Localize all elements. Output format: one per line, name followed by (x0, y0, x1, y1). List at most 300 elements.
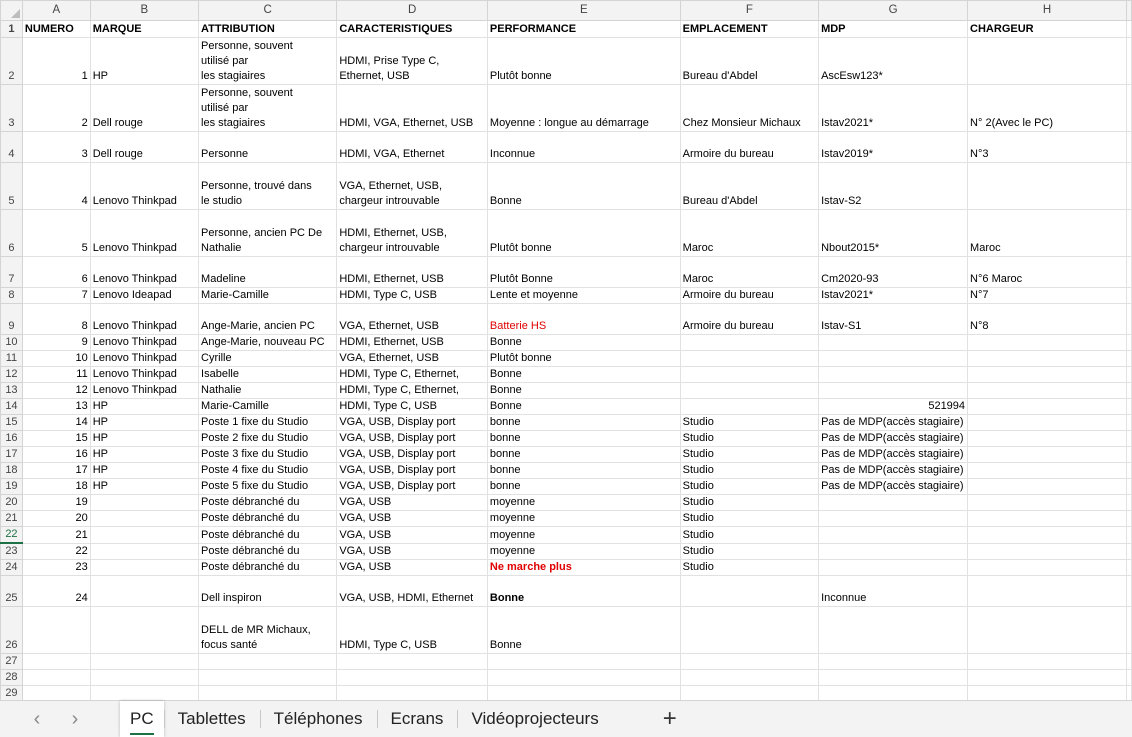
cell-emplacement[interactable]: Chez Monsieur Michaux (680, 85, 818, 132)
cell-caracteristiques[interactable]: VGA, USB (337, 495, 488, 511)
cell-attribution[interactable]: Isabelle (199, 367, 337, 383)
cell-attribution[interactable]: Ange-Marie, nouveau PC (199, 335, 337, 351)
cell-extra[interactable] (1127, 210, 1132, 257)
cell-emplacement[interactable] (680, 670, 818, 686)
cell-extra[interactable] (1127, 399, 1132, 415)
cell-emplacement[interactable]: Studio (680, 527, 818, 544)
cell-performance[interactable]: Bonne (487, 399, 680, 415)
cell-marque[interactable]: HP (90, 479, 198, 495)
cell-marque[interactable] (90, 576, 198, 607)
cell-numero[interactable]: 3 (22, 132, 90, 163)
row-number[interactable]: 17 (1, 447, 23, 463)
cell-caracteristiques[interactable] (337, 686, 488, 701)
cell-attribution[interactable]: Poste débranché du (199, 543, 337, 560)
cell-numero[interactable]: 13 (22, 399, 90, 415)
cell-chargeur[interactable] (968, 654, 1127, 670)
cell-marque[interactable]: HP (90, 447, 198, 463)
cell-chargeur[interactable]: N° 2(Avec le PC) (968, 85, 1127, 132)
cell-extra[interactable] (1127, 576, 1132, 607)
cell-attribution[interactable]: Dell inspiron (199, 576, 337, 607)
cell-emplacement[interactable]: Bureau d'Abdel (680, 38, 818, 85)
cell-attribution[interactable]: Marie-Camille (199, 399, 337, 415)
header-cell-numero[interactable]: NUMERO (22, 21, 90, 38)
cell-mdp[interactable] (819, 351, 968, 367)
select-all-corner[interactable] (1, 1, 23, 21)
cell-attribution[interactable]: Marie-Camille (199, 288, 337, 304)
cell-extra[interactable] (1127, 335, 1132, 351)
cell-mdp[interactable]: Pas de MDP(accès stagiaire) (819, 431, 968, 447)
row-number[interactable]: 7 (1, 257, 23, 288)
cell-extra[interactable] (1127, 670, 1132, 686)
cell-marque[interactable]: Lenovo Thinkpad (90, 304, 198, 335)
cell-attribution[interactable]: Poste débranché du (199, 560, 337, 576)
cell-emplacement[interactable]: Maroc (680, 210, 818, 257)
cell-mdp[interactable]: Inconnue (819, 576, 968, 607)
cell-chargeur[interactable] (968, 431, 1127, 447)
cell-chargeur[interactable] (968, 415, 1127, 431)
cell-emplacement[interactable] (680, 351, 818, 367)
cell-performance[interactable]: bonne (487, 463, 680, 479)
cell-chargeur[interactable] (968, 576, 1127, 607)
cell-caracteristiques[interactable] (337, 654, 488, 670)
cell-marque[interactable]: Lenovo Thinkpad (90, 257, 198, 288)
column-header-e[interactable]: E (487, 1, 680, 21)
cell-numero[interactable] (22, 654, 90, 670)
cell-numero[interactable]: 11 (22, 367, 90, 383)
cell-numero[interactable]: 15 (22, 431, 90, 447)
cell-chargeur[interactable]: Maroc (968, 210, 1127, 257)
cell-chargeur[interactable] (968, 479, 1127, 495)
row-number[interactable]: 13 (1, 383, 23, 399)
row-number[interactable]: 5 (1, 163, 23, 210)
cell-caracteristiques[interactable]: HDMI, Type C, USB (337, 288, 488, 304)
cell-numero[interactable]: 1 (22, 38, 90, 85)
cell-emplacement[interactable]: Armoire du bureau (680, 304, 818, 335)
cell-emplacement[interactable]: Studio (680, 431, 818, 447)
cell-marque[interactable] (90, 607, 198, 654)
cell-mdp[interactable]: Cm2020-93 (819, 257, 968, 288)
cell-performance[interactable] (487, 686, 680, 701)
row-number[interactable]: 16 (1, 431, 23, 447)
cell-performance[interactable]: Plutôt bonne (487, 38, 680, 85)
row-number[interactable]: 4 (1, 132, 23, 163)
cell-emplacement[interactable]: Armoire du bureau (680, 132, 818, 163)
cell-numero[interactable]: 14 (22, 415, 90, 431)
cell-emplacement[interactable]: Studio (680, 560, 818, 576)
cell-attribution[interactable]: Poste débranché du (199, 527, 337, 544)
header-cell-performance[interactable]: PERFORMANCE (487, 21, 680, 38)
cell-numero[interactable]: 20 (22, 511, 90, 527)
cell-performance[interactable]: Moyenne : longue au démarrage (487, 85, 680, 132)
cell-attribution[interactable]: Nathalie (199, 383, 337, 399)
cell-extra[interactable] (1127, 560, 1132, 576)
cell-performance[interactable]: Lente et moyenne (487, 288, 680, 304)
row-number[interactable]: 8 (1, 288, 23, 304)
cell-mdp[interactable]: Nbout2015* (819, 210, 968, 257)
cell-extra[interactable] (1127, 686, 1132, 701)
cell-mdp[interactable] (819, 543, 968, 560)
cell-emplacement[interactable] (680, 654, 818, 670)
cell-mdp[interactable] (819, 495, 968, 511)
cell-mdp[interactable]: Pas de MDP(accès stagiaire) (819, 415, 968, 431)
cell-marque[interactable]: HP (90, 415, 198, 431)
cell-caracteristiques[interactable]: HDMI, VGA, Ethernet, USB (337, 85, 488, 132)
row-number[interactable]: 6 (1, 210, 23, 257)
cell-attribution[interactable] (199, 670, 337, 686)
cell-extra[interactable] (1127, 38, 1132, 85)
cell-extra[interactable] (1127, 288, 1132, 304)
cell-attribution[interactable]: DELL de MR Michaux, focus santé (199, 607, 337, 654)
cell-marque[interactable]: HP (90, 463, 198, 479)
column-header-d[interactable]: D (337, 1, 488, 21)
cell-caracteristiques[interactable]: VGA, USB, Display port (337, 415, 488, 431)
cell-emplacement[interactable]: Armoire du bureau (680, 288, 818, 304)
cell-performance[interactable]: Bonne (487, 383, 680, 399)
add-sheet-icon[interactable]: + (662, 705, 677, 732)
cell-marque[interactable] (90, 654, 198, 670)
row-number[interactable]: 1 (1, 21, 23, 38)
cell-extra[interactable] (1127, 511, 1132, 527)
cell-numero[interactable]: 4 (22, 163, 90, 210)
row-number[interactable]: 18 (1, 463, 23, 479)
cell-caracteristiques[interactable]: VGA, USB, Display port (337, 479, 488, 495)
cell-emplacement[interactable]: Bureau d'Abdel (680, 163, 818, 210)
cell-caracteristiques[interactable]: HDMI, Type C, Ethernet, (337, 383, 488, 399)
cell-marque[interactable]: HP (90, 431, 198, 447)
cell-caracteristiques[interactable]: VGA, USB, Display port (337, 431, 488, 447)
cell-mdp[interactable]: Pas de MDP(accès stagiaire) (819, 447, 968, 463)
cell-caracteristiques[interactable] (337, 670, 488, 686)
cell-mdp[interactable] (819, 607, 968, 654)
cell-numero[interactable]: 7 (22, 288, 90, 304)
cell-chargeur[interactable] (968, 38, 1127, 85)
cell-marque[interactable]: Lenovo Thinkpad (90, 335, 198, 351)
cell-attribution[interactable]: Poste 3 fixe du Studio (199, 447, 337, 463)
cell-attribution[interactable]: Personne, trouvé dans le studio (199, 163, 337, 210)
cell-mdp[interactable]: Pas de MDP(accès stagiaire) (819, 479, 968, 495)
cell-marque[interactable] (90, 560, 198, 576)
cell-emplacement[interactable] (680, 399, 818, 415)
cell-marque[interactable]: Dell rouge (90, 132, 198, 163)
cell-emplacement[interactable]: Studio (680, 463, 818, 479)
row-number[interactable]: 19 (1, 479, 23, 495)
cell-performance[interactable]: moyenne (487, 495, 680, 511)
cell-emplacement[interactable] (680, 576, 818, 607)
row-number[interactable]: 22 (1, 527, 23, 544)
cell-performance[interactable]: Batterie HS (487, 304, 680, 335)
cell-performance[interactable]: bonne (487, 431, 680, 447)
column-header-c[interactable]: C (199, 1, 337, 21)
row-number[interactable]: 3 (1, 85, 23, 132)
sheet-tab-videoprojecteurs[interactable] (457, 701, 612, 737)
cell-marque[interactable] (90, 495, 198, 511)
cell-numero[interactable] (22, 670, 90, 686)
row-number[interactable]: 26 (1, 607, 23, 654)
cell-chargeur[interactable] (968, 463, 1127, 479)
cell-caracteristiques[interactable]: VGA, USB, Display port (337, 463, 488, 479)
cell-emplacement[interactable]: Studio (680, 495, 818, 511)
cell-marque[interactable]: Lenovo Ideapad (90, 288, 198, 304)
cell-caracteristiques[interactable]: HDMI, Prise Type C, Ethernet, USB (337, 38, 488, 85)
cell-mdp[interactable] (819, 670, 968, 686)
cell-performance[interactable]: Plutôt bonne (487, 210, 680, 257)
cell-numero[interactable]: 23 (22, 560, 90, 576)
cell-performance[interactable]: moyenne (487, 511, 680, 527)
cell-marque[interactable]: Dell rouge (90, 85, 198, 132)
cell-mdp[interactable] (819, 511, 968, 527)
cell-chargeur[interactable] (968, 447, 1127, 463)
column-header-extra[interactable] (1127, 1, 1132, 21)
cell-caracteristiques[interactable]: HDMI, Ethernet, USB (337, 257, 488, 288)
cell-performance[interactable]: Bonne (487, 335, 680, 351)
chevron-right-icon[interactable]: › (71, 707, 79, 730)
cell-emplacement[interactable] (680, 607, 818, 654)
cell-numero[interactable]: 19 (22, 495, 90, 511)
cell-extra[interactable] (1127, 257, 1132, 288)
column-header-f[interactable]: F (680, 1, 818, 21)
column-header-h[interactable]: H (968, 1, 1127, 21)
cell-numero[interactable] (22, 686, 90, 701)
cell-mdp[interactable]: Istav-S1 (819, 304, 968, 335)
cell-numero[interactable]: 16 (22, 447, 90, 463)
cell-mdp[interactable] (819, 335, 968, 351)
sheet-tab-pc[interactable] (120, 701, 164, 737)
cell-emplacement[interactable]: Studio (680, 543, 818, 560)
cell-extra[interactable] (1127, 431, 1132, 447)
cell-numero[interactable]: 5 (22, 210, 90, 257)
column-header-b[interactable]: B (90, 1, 198, 21)
cell-performance[interactable]: Inconnue (487, 132, 680, 163)
cell-mdp[interactable] (819, 527, 968, 544)
cell-mdp[interactable] (819, 686, 968, 701)
sheet-tab-tablettes[interactable] (164, 701, 260, 737)
cell-performance[interactable]: bonne (487, 415, 680, 431)
cell-emplacement[interactable]: Studio (680, 479, 818, 495)
cell-attribution[interactable] (199, 686, 337, 701)
header-cell-attribution[interactable]: ATTRIBUTION (199, 21, 337, 38)
cell-caracteristiques[interactable]: HDMI, Ethernet, USB, chargeur introuvable (337, 210, 488, 257)
cell-marque[interactable]: Lenovo Thinkpad (90, 367, 198, 383)
cell-marque[interactable] (90, 511, 198, 527)
cell-chargeur[interactable] (968, 686, 1127, 701)
cell-performance[interactable]: Bonne (487, 576, 680, 607)
row-number[interactable]: 28 (1, 670, 23, 686)
cell-attribution[interactable]: Poste débranché du (199, 495, 337, 511)
row-number[interactable]: 20 (1, 495, 23, 511)
cell-caracteristiques[interactable]: HDMI, Ethernet, USB (337, 335, 488, 351)
cell-mdp[interactable] (819, 560, 968, 576)
cell-performance[interactable]: bonne (487, 447, 680, 463)
cell-caracteristiques[interactable]: VGA, USB (337, 543, 488, 560)
cell-caracteristiques[interactable]: VGA, Ethernet, USB (337, 304, 488, 335)
row-number[interactable]: 23 (1, 543, 23, 560)
cell-extra[interactable] (1127, 495, 1132, 511)
cell-emplacement[interactable] (680, 335, 818, 351)
cell-marque[interactable]: Lenovo Thinkpad (90, 383, 198, 399)
cell-extra[interactable] (1127, 654, 1132, 670)
cell-chargeur[interactable]: N°8 (968, 304, 1127, 335)
cell-chargeur[interactable] (968, 399, 1127, 415)
cell-extra[interactable] (1127, 463, 1132, 479)
cell-marque[interactable] (90, 543, 198, 560)
cell-attribution[interactable]: Cyrille (199, 351, 337, 367)
cell-extra[interactable] (1127, 85, 1132, 132)
row-number[interactable]: 21 (1, 511, 23, 527)
cell-attribution[interactable]: Personne (199, 132, 337, 163)
cell-performance[interactable] (487, 654, 680, 670)
cell-caracteristiques[interactable]: HDMI, Type C, USB (337, 607, 488, 654)
cell-emplacement[interactable] (680, 686, 818, 701)
cell-extra[interactable] (1127, 527, 1132, 544)
row-number[interactable]: 27 (1, 654, 23, 670)
cell-numero[interactable]: 21 (22, 527, 90, 544)
cell-emplacement[interactable] (680, 383, 818, 399)
cell-extra[interactable] (1127, 132, 1132, 163)
cell-attribution[interactable]: Personne, souvent utilisé par les stagiaires (199, 85, 337, 132)
header-cell-marque[interactable]: MARQUE (90, 21, 198, 38)
header-cell-mdp[interactable]: MDP (819, 21, 968, 38)
column-header-g[interactable]: G (819, 1, 968, 21)
cell-chargeur[interactable] (968, 560, 1127, 576)
cell-marque[interactable]: Lenovo Thinkpad (90, 210, 198, 257)
cell-chargeur[interactable] (968, 670, 1127, 686)
cell-attribution[interactable]: Poste 5 fixe du Studio (199, 479, 337, 495)
cell-numero[interactable]: 12 (22, 383, 90, 399)
cell-marque[interactable]: Lenovo Thinkpad (90, 163, 198, 210)
header-cell-emplacement[interactable]: EMPLACEMENT (680, 21, 818, 38)
cell-marque[interactable]: HP (90, 399, 198, 415)
cell-performance[interactable] (487, 670, 680, 686)
cell-performance[interactable]: Bonne (487, 607, 680, 654)
cell-chargeur[interactable] (968, 383, 1127, 399)
column-header-a[interactable]: A (22, 1, 90, 21)
cell-caracteristiques[interactable]: VGA, USB, Display port (337, 447, 488, 463)
cell-caracteristiques[interactable]: VGA, USB (337, 511, 488, 527)
chevron-left-icon[interactable]: ‹ (33, 707, 41, 730)
header-cell-chargeur[interactable]: CHARGEUR (968, 21, 1127, 38)
cell-marque[interactable] (90, 527, 198, 544)
cell-chargeur[interactable] (968, 367, 1127, 383)
cell-numero[interactable]: 6 (22, 257, 90, 288)
cell-attribution[interactable]: Personne, souvent utilisé par les stagiaires (199, 38, 337, 85)
cell-marque[interactable]: HP (90, 38, 198, 85)
row-number[interactable]: 29 (1, 686, 23, 701)
cell-emplacement[interactable] (680, 367, 818, 383)
cell-extra[interactable] (1127, 415, 1132, 431)
cell-marque[interactable]: Lenovo Thinkpad (90, 351, 198, 367)
cell-extra[interactable] (1127, 447, 1132, 463)
header-cell-caracteristiques[interactable]: CARACTERISTIQUES (337, 21, 488, 38)
cell-numero[interactable]: 22 (22, 543, 90, 560)
row-number[interactable]: 15 (1, 415, 23, 431)
row-number[interactable]: 9 (1, 304, 23, 335)
cell-extra[interactable] (1127, 163, 1132, 210)
cell-caracteristiques[interactable]: VGA, Ethernet, USB, chargeur introuvable (337, 163, 488, 210)
cell-chargeur[interactable] (968, 607, 1127, 654)
cell-numero[interactable]: 9 (22, 335, 90, 351)
cell-performance[interactable]: Bonne (487, 163, 680, 210)
cell-chargeur[interactable] (968, 527, 1127, 544)
cell-emplacement[interactable]: Studio (680, 447, 818, 463)
cell-numero[interactable]: 8 (22, 304, 90, 335)
cell-performance[interactable]: bonne (487, 479, 680, 495)
cell-chargeur[interactable] (968, 511, 1127, 527)
cell-mdp[interactable]: AscEsw123* (819, 38, 968, 85)
cell-chargeur[interactable]: N°6 Maroc (968, 257, 1127, 288)
cell-extra[interactable] (1127, 304, 1132, 335)
cell-chargeur[interactable] (968, 163, 1127, 210)
cell-extra[interactable] (1127, 367, 1132, 383)
cell-chargeur[interactable] (968, 495, 1127, 511)
sheet-tab-telephones[interactable] (260, 701, 377, 737)
cell-caracteristiques[interactable]: HDMI, Type C, USB (337, 399, 488, 415)
cell-mdp[interactable] (819, 367, 968, 383)
cell-attribution[interactable]: Poste 4 fixe du Studio (199, 463, 337, 479)
cell-performance[interactable]: moyenne (487, 543, 680, 560)
cell-performance[interactable]: moyenne (487, 527, 680, 544)
cell-extra[interactable] (1127, 351, 1132, 367)
cell-mdp[interactable]: Istav2019* (819, 132, 968, 163)
cell-marque[interactable] (90, 686, 198, 701)
cell-caracteristiques[interactable]: VGA, USB (337, 527, 488, 544)
cell-numero[interactable]: 18 (22, 479, 90, 495)
cell-attribution[interactable]: Ange-Marie, ancien PC (199, 304, 337, 335)
cell-extra[interactable] (1127, 479, 1132, 495)
cell-caracteristiques[interactable]: VGA, USB (337, 560, 488, 576)
cell-emplacement[interactable]: Maroc (680, 257, 818, 288)
cell-attribution[interactable] (199, 654, 337, 670)
sheet-tab-ecrans[interactable] (377, 701, 458, 737)
cell-caracteristiques[interactable]: HDMI, Type C, Ethernet, (337, 367, 488, 383)
cell-numero[interactable]: 2 (22, 85, 90, 132)
cell-numero[interactable]: 10 (22, 351, 90, 367)
cell-attribution[interactable]: Poste 2 fixe du Studio (199, 431, 337, 447)
cell-extra[interactable] (1127, 383, 1132, 399)
cell-mdp[interactable]: Istav-S2 (819, 163, 968, 210)
cell-chargeur[interactable] (968, 543, 1127, 560)
cell-mdp[interactable] (819, 383, 968, 399)
cell-numero[interactable] (22, 607, 90, 654)
row-number[interactable]: 2 (1, 38, 23, 85)
cell-emplacement[interactable]: Studio (680, 415, 818, 431)
row-number[interactable]: 24 (1, 560, 23, 576)
row-number[interactable]: 12 (1, 367, 23, 383)
cell-chargeur[interactable]: N°7 (968, 288, 1127, 304)
cell-mdp[interactable]: 521994 (819, 399, 968, 415)
row-number[interactable]: 25 (1, 576, 23, 607)
cell-attribution[interactable]: Personne, ancien PC De Nathalie (199, 210, 337, 257)
row-number[interactable]: 11 (1, 351, 23, 367)
cell-emplacement[interactable]: Studio (680, 511, 818, 527)
cell-performance[interactable]: Plutôt bonne (487, 351, 680, 367)
cell-extra[interactable] (1127, 607, 1132, 654)
row-number[interactable]: 10 (1, 335, 23, 351)
cell-mdp[interactable] (819, 654, 968, 670)
cell-chargeur[interactable] (968, 335, 1127, 351)
cell-attribution[interactable]: Poste 1 fixe du Studio (199, 415, 337, 431)
cell-mdp[interactable]: Istav2021* (819, 85, 968, 132)
cell-caracteristiques[interactable]: HDMI, VGA, Ethernet (337, 132, 488, 163)
cell-attribution[interactable]: Madeline (199, 257, 337, 288)
cell-performance[interactable]: Bonne (487, 367, 680, 383)
cell-numero[interactable]: 24 (22, 576, 90, 607)
cell-attribution[interactable]: Poste débranché du (199, 511, 337, 527)
cell-numero[interactable]: 17 (22, 463, 90, 479)
cell-mdp[interactable]: Istav2021* (819, 288, 968, 304)
cell-chargeur[interactable] (968, 351, 1127, 367)
cell-extra[interactable] (1127, 21, 1132, 38)
cell-performance[interactable]: Plutôt Bonne (487, 257, 680, 288)
